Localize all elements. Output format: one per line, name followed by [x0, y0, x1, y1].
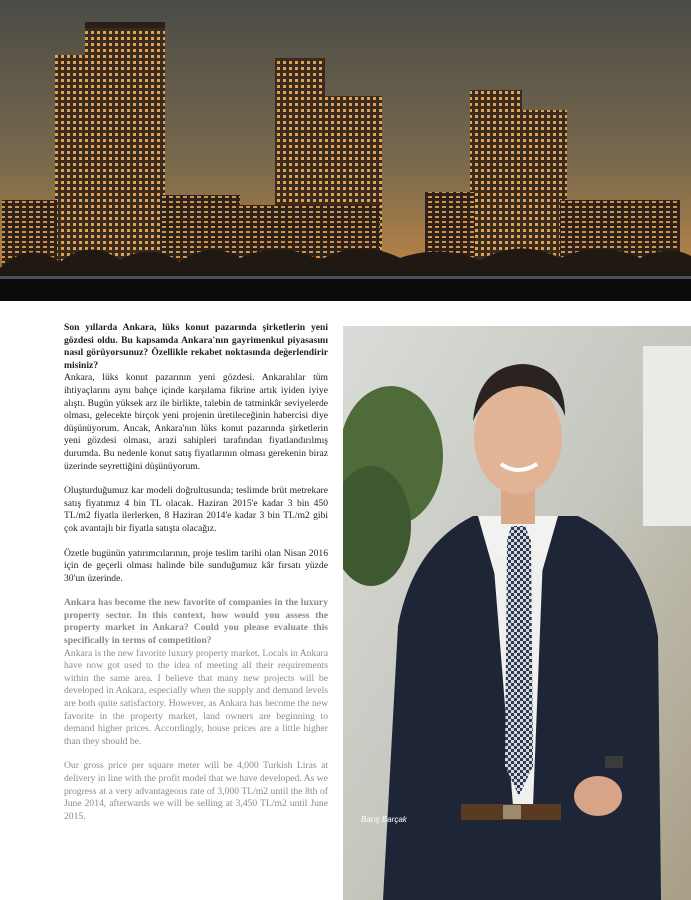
portrait-photo	[343, 326, 691, 900]
en-answer-paragraph: Ankara is the new favorite luxury property market. Locals in Ankara have now got used to the idea of meeting all their requirements within the same area. I believe that many new projects will be developed in Ankara, especially when the supply and demand levels are both quite satisfactory. However, as Ankara has become the new favorite in the property market, land owners are beginning to demand higher prices. Accordingly, house prices are a little higher than they should be.	[64, 647, 328, 747]
tr-answer-paragraph: Özetle bugünün yatırımcılarının, proje teslim tarihi olan Nisan 2016 için de geçerli olması halinde bile sunduğumuz kâr fırsatı yüzde 30'un üzerinde.	[64, 547, 328, 584]
hero-image	[0, 0, 691, 301]
portrait-illustration	[343, 326, 691, 900]
en-answer-paragraph: Our gross price per square meter will be 4,000 Turkish Liras at delivery in line with the profit model that we have developed. As we progress at a very advantageous rate of 3,000 TL/m2 until the 8th of June 2014, afterwards we will be selling at 3,450 TL/m2 until June 2015.	[64, 760, 328, 822]
photo-caption: Barış Barçak	[361, 815, 407, 824]
en-question: Ankara has become the new favorite of companies in the luxury property sector. In this context, how would you assess the property market in Ankara? Could you please evaluate this specifically in terms of competition?	[64, 597, 328, 647]
tr-question: Son yıllarda Ankara, lüks konut pazarında şirketlerin yeni gözdesi oldu. Bu kapsamda Ankara'nın gayrimenkul piyasasını nasıl görüyorsunuz? Özellikle rekabet noktasında değerlendirir misiniz?	[64, 322, 328, 371]
tr-answer-paragraph: Ankara, lüks konut pazarının yeni gözdesi. Ankaralılar tüm ihtiyaçlarını aynı bahçe içinde karşılama fikrine artık iyiden iyiye alıştı. Bugün yüksek arz ile birlikte, talebin de tatminkâr seviyelerde olması, gelecekte birçok yeni projenin üretileceğinin habercisi diye düşünüyorum. Ancak, Ankara'nın lüks konut pazarında şirketlerin yeni gözdesi olması, arazi sahipleri tarafından fiyatlandırılmış durumda. Bu nedenle konut satış fiyatlarının olması gerekenin biraz üzerinde seyrettiğini düşünüyorum.	[64, 372, 328, 472]
article-column	[64, 322, 328, 835]
tr-answer-paragraph: Oluşturduğumuz kar modeli doğrultusunda; teslimde brüt metrekare satış fiyatımız 4 bin TL olacak. Haziran 2015'e kadar 3 bin 450 TL/m2 fiyatla ilerlerken, 8 Haziran 2014'e kadar 3 bin TL/m2 gibi çok avantajlı bir fiyatla satışta olacağız.	[64, 485, 328, 534]
hero-illustration	[0, 0, 691, 301]
